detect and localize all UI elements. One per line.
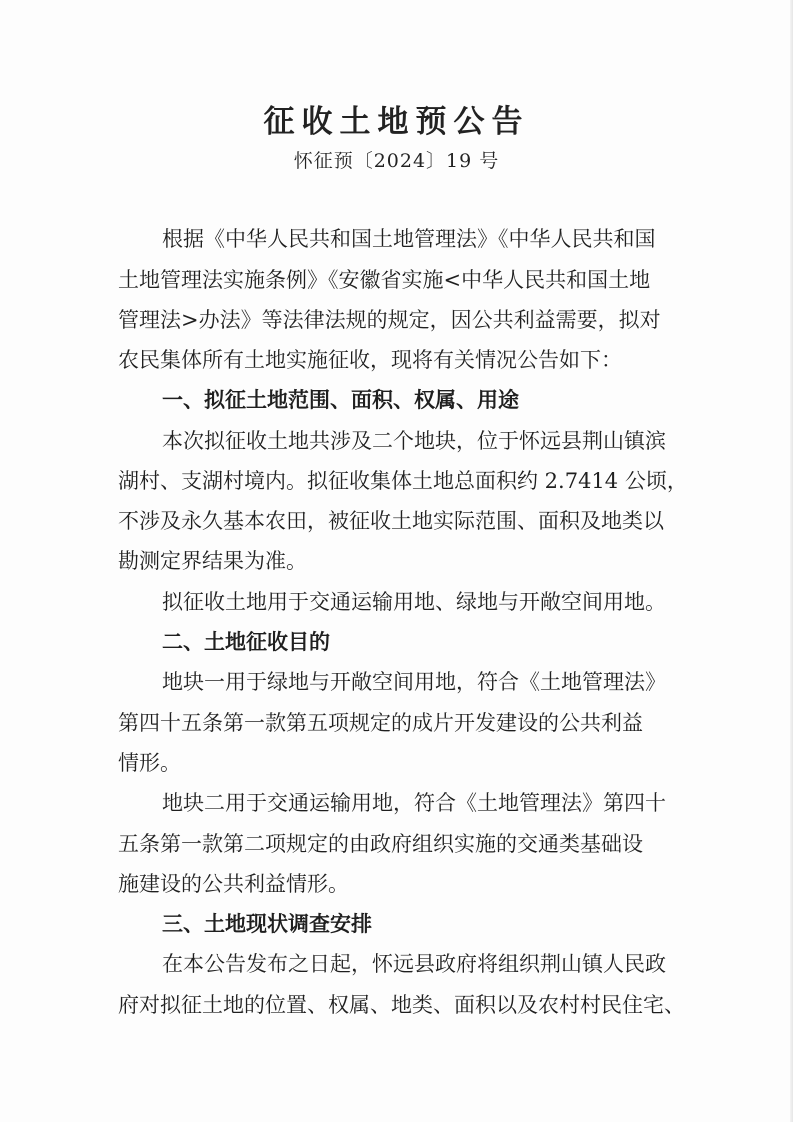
document-title: 征收土地预公告 <box>263 104 530 140</box>
paragraph-line: 勘测定界结果为准。 <box>118 549 307 573</box>
paragraph-line: 情形。 <box>118 751 181 775</box>
paragraph-line: 本次拟征收土地共涉及二个地块，位于怀远县荆山镇滨 <box>162 429 666 453</box>
paragraph-line: 地块一用于绿地与开敞空间用地，符合《土地管理法》 <box>162 670 666 694</box>
paragraph-line: 五条第一款第二项规定的由政府组织实施的交通类基础设 <box>118 832 643 856</box>
paragraph-line: 管理法>办法》等法律法规的规定，因公共利益需要，拟对 <box>118 308 661 332</box>
paragraph-line: 施建设的公共利益情形。 <box>118 872 349 896</box>
paragraph-line: 拟征收土地用于交通运输用地、绿地与开敞空间用地。 <box>162 590 666 614</box>
paragraph-line: 不涉及永久基本农田，被征收土地实际范围、面积及地类以 <box>118 509 664 533</box>
section-heading: 一、拟征土地范围、面积、权属、用途 <box>162 387 519 412</box>
paragraph-line: 府对拟征土地的位置、权属、地类、面积以及农村村民住宅、 <box>118 993 685 1017</box>
paragraph-line: 地块二用于交通运输用地，符合《土地管理法》第四十 <box>162 791 666 815</box>
paragraph-line: 根据《中华人民共和国土地管理法》《中华人民共和国 <box>162 227 656 251</box>
paragraph-line: 土地管理法实施条例》《安徽省实施<中华人民共和国土地 <box>118 268 651 292</box>
paragraph-line: 湖村、支湖村境内。拟征收集体土地总面积约 2.7414 公顷， <box>118 469 688 493</box>
section-heading: 二、土地征收目的 <box>162 629 330 654</box>
paragraph-line: 在本公告发布之日起，怀远县政府将组织荆山镇人民政 <box>162 952 666 976</box>
document-number: 怀征预〔2024〕19 号 <box>293 150 500 172</box>
paragraph-line: 农民集体所有土地实施征收，现将有关情况公告如下： <box>118 348 622 372</box>
paragraph-line: 第四十五条第一款第五项规定的成片开发建设的公共利益 <box>118 711 643 735</box>
section-heading: 三、土地现状调查安排 <box>162 911 372 936</box>
